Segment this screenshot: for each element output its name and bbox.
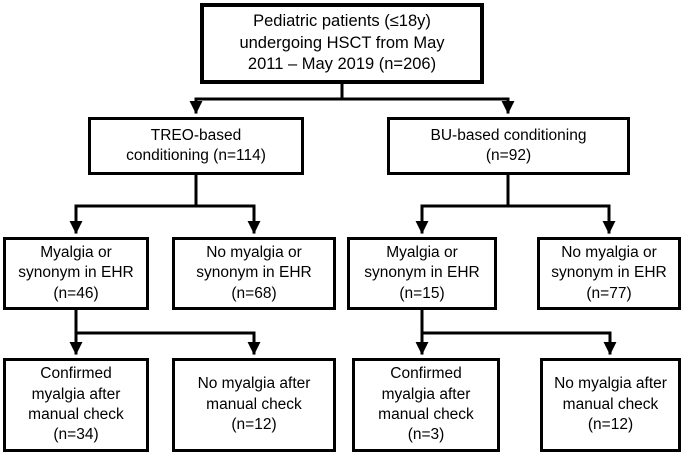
node-line: manual check [562, 395, 659, 413]
node-line: synonym in EHR [18, 264, 134, 282]
node-bu-myalgia-ehr [347, 237, 497, 310]
node-line: manual check [28, 406, 124, 423]
node-line: No myalgia or [206, 243, 302, 261]
node-line: (n=68) [231, 284, 277, 302]
node-line: Myalgia or [386, 243, 458, 261]
node-line: BU-based conditioning [430, 126, 587, 144]
node-line: (n=92) [485, 147, 532, 164]
node-line: (n=3) [407, 426, 445, 444]
node-line: myalgia after [31, 385, 121, 403]
edge-bu-myalgia-split [422, 310, 610, 353]
node-line: (n=34) [53, 426, 99, 444]
node-bu-no-myalgia-ehr [537, 237, 681, 310]
node-line: manual check [378, 406, 474, 423]
node-line: Confirmed [390, 365, 462, 383]
node-line: (n=12) [587, 416, 634, 434]
node-line: (n=12) [231, 416, 277, 434]
node-line: (n=46) [53, 284, 99, 302]
node-line: synonym in EHR [196, 264, 312, 282]
node-line: Pediatric patients (≤18y) [253, 11, 431, 30]
node-line: TREO-based [150, 126, 242, 144]
node-line: (n=77) [586, 284, 632, 302]
node-line: synonym in EHR [551, 264, 667, 282]
node-bu-confirmed-myalgia [352, 358, 500, 452]
edge-bu-split [422, 175, 609, 232]
node-line: No myalgia after [197, 375, 311, 393]
node-treo-conditioning [88, 117, 304, 175]
node-line: conditioning (n=114) [126, 147, 266, 164]
node-line: manual check [206, 395, 302, 413]
node-line: 2011 – May 2019 (n=206) [247, 55, 437, 74]
node-population [200, 3, 484, 84]
node-line: undergoing HSCT from May [239, 33, 445, 52]
edge-treo-myalgia-split [76, 310, 254, 353]
edge-treo-split [76, 175, 254, 232]
node-line: myalgia after [381, 385, 471, 403]
node-bu-no-myalgia-manual [540, 358, 681, 452]
edge-population-split [196, 84, 508, 112]
node-line: No myalgia after [554, 375, 667, 393]
node-line: Confirmed [40, 365, 112, 383]
node-treo-no-myalgia-ehr [172, 237, 336, 310]
node-line: Myalgia or [40, 243, 112, 261]
node-line: No myalgia or [561, 243, 657, 261]
node-line: (n=15) [399, 284, 445, 302]
node-bu-conditioning [387, 117, 630, 175]
node-treo-confirmed-myalgia [3, 358, 149, 452]
node-treo-myalgia-ehr [3, 237, 149, 310]
node-treo-no-myalgia-manual [172, 358, 336, 452]
node-line: synonym in EHR [364, 264, 480, 282]
